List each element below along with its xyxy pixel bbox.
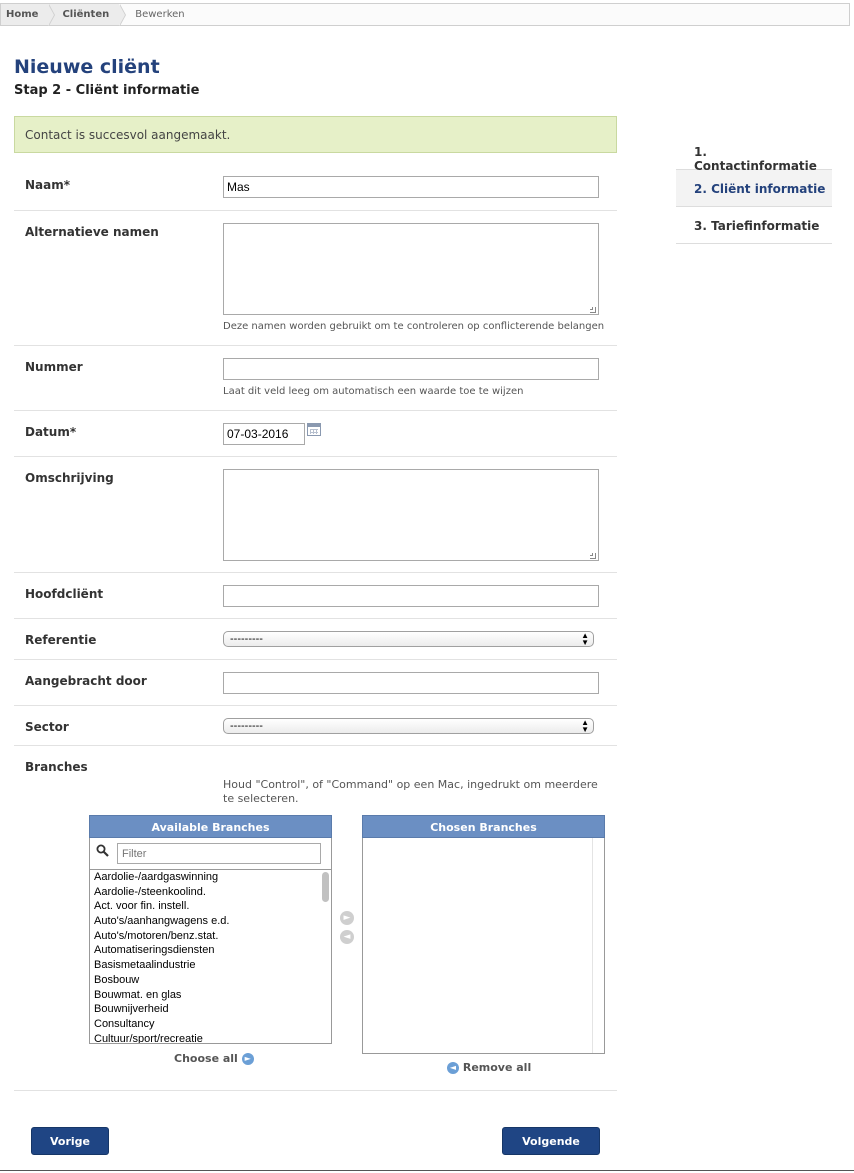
available-branches-title: Available Branches bbox=[89, 815, 332, 838]
breadcrumb-clients[interactable]: Cliënten bbox=[48, 4, 119, 25]
page-title: Nieuwe cliënt bbox=[14, 56, 160, 78]
branches-help: Houd "Control", of "Command" op een Mac, ingedrukt om meerdere te selecteren. bbox=[223, 778, 598, 805]
form-row-alternatieve-namen bbox=[14, 211, 617, 346]
sector-selected: --------- bbox=[230, 720, 263, 732]
chosen-branches-list[interactable] bbox=[362, 838, 605, 1054]
sector-label: Sector bbox=[25, 720, 69, 734]
aangebracht-door-input[interactable] bbox=[223, 672, 599, 694]
available-branches-box bbox=[89, 815, 332, 1044]
breadcrumb bbox=[0, 3, 850, 26]
branch-option[interactable]: Aardolie-/steenkoolind. bbox=[94, 885, 206, 898]
branch-option[interactable]: Bosbouw bbox=[94, 973, 140, 986]
naam-label: Naam* bbox=[25, 178, 71, 192]
alternatieve-namen-help: Deze namen worden gebruikt om te controleren op conflicterende belangen bbox=[223, 321, 605, 332]
breadcrumb-current: Bewerken bbox=[135, 9, 185, 20]
alternatieve-namen-textarea[interactable] bbox=[223, 223, 599, 315]
remove-all-link[interactable] bbox=[447, 1061, 531, 1074]
form-row-referentie bbox=[14, 619, 617, 660]
page-subtitle: Stap 2 - Cliënt informatie bbox=[14, 83, 200, 98]
resize-handle-icon[interactable] bbox=[590, 553, 596, 559]
choose-all-link[interactable] bbox=[174, 1052, 254, 1065]
form-row-aangebracht-door bbox=[14, 660, 617, 706]
omschrijving-textarea[interactable] bbox=[223, 469, 599, 561]
breadcrumb-home[interactable]: Home bbox=[1, 4, 48, 25]
select-arrows-icon: ▲ ▼ bbox=[581, 631, 589, 647]
calendar-icon[interactable] bbox=[307, 423, 321, 436]
arrow-left-icon: ◄ bbox=[447, 1062, 459, 1074]
referentie-select[interactable] bbox=[223, 631, 594, 647]
form-row-omschrijving bbox=[14, 457, 617, 573]
branch-option[interactable]: Auto's/motoren/benz.stat. bbox=[94, 929, 219, 942]
scrollbar-thumb[interactable] bbox=[322, 872, 329, 902]
branch-option[interactable]: Aardolie-/aardgaswinning bbox=[94, 871, 219, 883]
success-message: Contact is succesvol aangemaakt. bbox=[14, 116, 617, 153]
branch-option[interactable]: Bouwmat. en glas bbox=[94, 988, 182, 1001]
chosen-branches-box bbox=[362, 815, 605, 1054]
branch-option[interactable]: Bouwnijverheid bbox=[94, 1003, 169, 1016]
steps-nav bbox=[676, 133, 832, 244]
previous-button[interactable]: Vorige bbox=[31, 1127, 109, 1155]
step-contactinformatie[interactable]: 1. Contactinformatie bbox=[676, 133, 832, 170]
nummer-help: Laat dit veld leeg om automatisch een waarde toe te wijzen bbox=[223, 386, 524, 397]
hoofdclient-input[interactable] bbox=[223, 585, 599, 607]
branch-option[interactable]: Basismetaalindustrie bbox=[94, 959, 196, 972]
referentie-selected: --------- bbox=[230, 633, 263, 645]
resize-handle-icon[interactable] bbox=[590, 307, 596, 313]
branch-option[interactable]: Automatiseringsdiensten bbox=[94, 944, 215, 957]
datum-label: Datum* bbox=[25, 425, 77, 439]
form-row-hoofdclient bbox=[14, 573, 617, 619]
branch-option[interactable]: Act. voor fin. instell. bbox=[94, 900, 190, 913]
remove-all-label: Remove all bbox=[462, 1061, 532, 1074]
available-branches-list[interactable] bbox=[89, 869, 332, 1044]
form-row-nummer bbox=[14, 346, 617, 411]
choose-all-label: Choose all bbox=[174, 1052, 238, 1065]
step-tariefinformatie[interactable]: 3. Tariefinformatie bbox=[676, 207, 832, 244]
branch-option[interactable]: Auto's/aanhangwagens e.d. bbox=[94, 915, 230, 928]
aangebracht-door-label: Aangebracht door bbox=[25, 674, 147, 688]
hoofdclient-label: Hoofdcliënt bbox=[25, 587, 104, 601]
search-icon bbox=[96, 844, 109, 857]
remove-selected-icon[interactable]: ◄ bbox=[340, 930, 354, 944]
form-row-sector bbox=[14, 706, 617, 746]
select-arrows-icon: ▲ ▼ bbox=[581, 718, 589, 734]
datum-input[interactable] bbox=[223, 423, 305, 445]
branches-label: Branches bbox=[25, 760, 88, 774]
step-client-informatie[interactable]: 2. Cliënt informatie bbox=[676, 170, 832, 207]
naam-input[interactable] bbox=[223, 176, 599, 198]
arrow-right-icon: ► bbox=[242, 1053, 254, 1065]
branch-option[interactable]: Cultuur/sport/recreatie bbox=[94, 1032, 203, 1044]
branch-option[interactable]: Consultancy bbox=[94, 1017, 155, 1030]
alternatieve-namen-label: Alternatieve namen bbox=[25, 225, 159, 239]
sector-select[interactable] bbox=[223, 718, 594, 734]
filter-input[interactable] bbox=[117, 843, 321, 864]
referentie-label: Referentie bbox=[25, 633, 97, 647]
filter-bar bbox=[89, 838, 332, 869]
form-row-naam bbox=[14, 165, 617, 211]
chosen-branches-title: Chosen Branches bbox=[362, 815, 605, 838]
divider bbox=[0, 1170, 854, 1171]
omschrijving-label: Omschrijving bbox=[25, 471, 114, 485]
next-button[interactable]: Volgende bbox=[502, 1127, 600, 1155]
form-row-datum bbox=[14, 411, 617, 457]
add-selected-icon[interactable]: ► bbox=[340, 911, 354, 925]
nummer-label: Nummer bbox=[25, 360, 83, 374]
nummer-input[interactable] bbox=[223, 358, 599, 380]
